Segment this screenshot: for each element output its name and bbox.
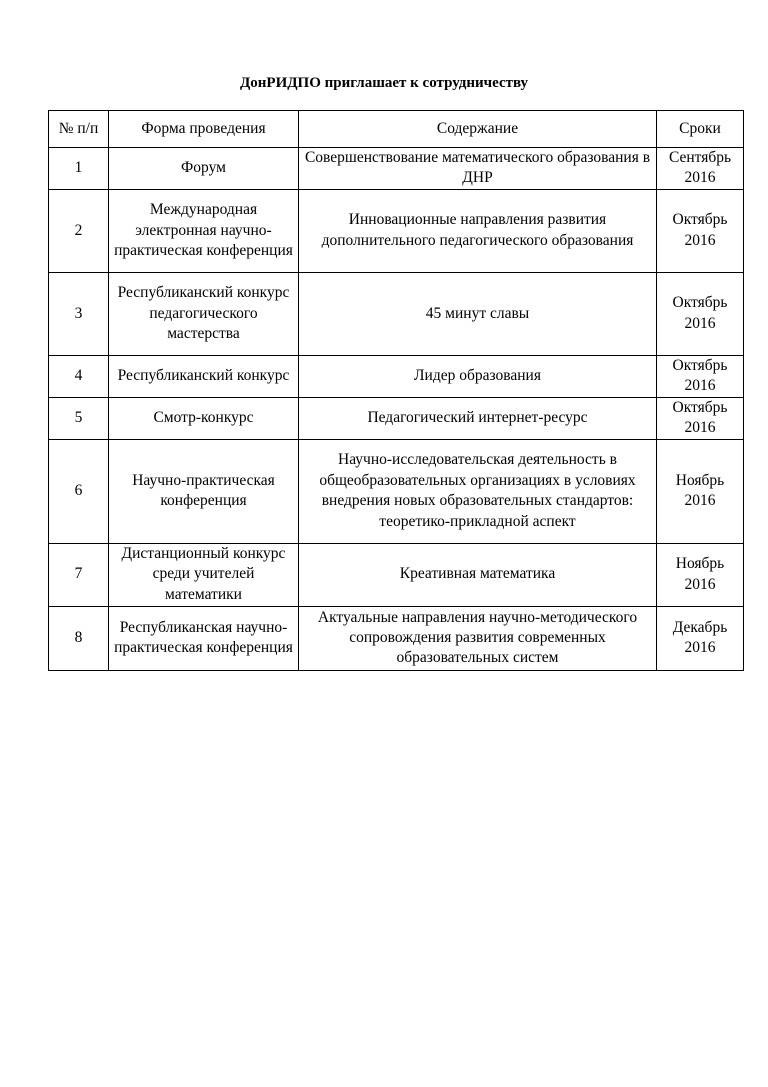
table-row	[49, 355, 744, 397]
row-content: Педагогический интернет-ресурс	[299, 397, 657, 439]
header-term: Сроки	[657, 111, 744, 148]
row-form: Дистанционный конкурс среди учителей математики	[109, 543, 299, 606]
page-title: ДонРИДПО приглашает к сотрудничеству	[239, 75, 529, 91]
table-row	[49, 272, 744, 355]
row-content: Совершенствование математического образования в ДНР	[299, 148, 657, 190]
row-content: Лидер образования	[299, 355, 657, 397]
table-row	[49, 397, 744, 439]
row-content: 45 минут славы	[299, 272, 657, 355]
header-content: Содержание	[299, 111, 657, 148]
table-row	[49, 189, 744, 272]
row-form: Республиканская научно-практическая конференция	[109, 606, 299, 670]
table-header	[49, 111, 744, 148]
row-content: Инновационные направления развития дополнительного педагогического образования	[299, 189, 657, 272]
row-term: Октябрь 2016	[657, 272, 744, 355]
row-num: 1	[49, 148, 109, 190]
table-row	[49, 543, 744, 606]
row-form: Республиканский конкурс педагогического мастерства	[109, 272, 299, 355]
table-row	[49, 439, 744, 543]
row-form: Республиканский конкурс	[109, 355, 299, 397]
row-num: 5	[49, 397, 109, 439]
row-form: Международная электронная научно-практическая конференция	[109, 189, 299, 272]
row-term: Ноябрь 2016	[657, 543, 744, 606]
row-content: Научно-исследовательская деятельность в общеобразовательных организациях в условиях внедрения новых образовательных стандартов: теоретико-прикладной аспект	[299, 439, 657, 543]
row-form: Научно-практическая конференция	[109, 439, 299, 543]
row-num: 4	[49, 355, 109, 397]
row-term: Октябрь 2016	[657, 397, 744, 439]
row-content: Актуальные направления научно-методического сопровождения развития современных образовательных систем	[299, 606, 657, 670]
row-term: Сентябрь 2016	[657, 148, 744, 190]
row-num: 6	[49, 439, 109, 543]
header-form: Форма проведения	[109, 111, 299, 148]
row-term: Октябрь 2016	[657, 355, 744, 397]
table-row	[49, 148, 744, 190]
events-table	[48, 110, 744, 671]
row-form: Смотр-конкурс	[109, 397, 299, 439]
row-num: 8	[49, 606, 109, 670]
row-num: 7	[49, 543, 109, 606]
header-row	[49, 111, 744, 148]
row-num: 3	[49, 272, 109, 355]
row-term: Октябрь 2016	[657, 189, 744, 272]
row-term: Ноябрь 2016	[657, 439, 744, 543]
row-content: Креативная математика	[299, 543, 657, 606]
row-num: 2	[49, 189, 109, 272]
row-term: Декабрь 2016	[657, 606, 744, 670]
header-num: № п/п	[49, 111, 109, 148]
row-form: Форум	[109, 148, 299, 190]
table-body	[49, 148, 744, 671]
table-row	[49, 606, 744, 670]
